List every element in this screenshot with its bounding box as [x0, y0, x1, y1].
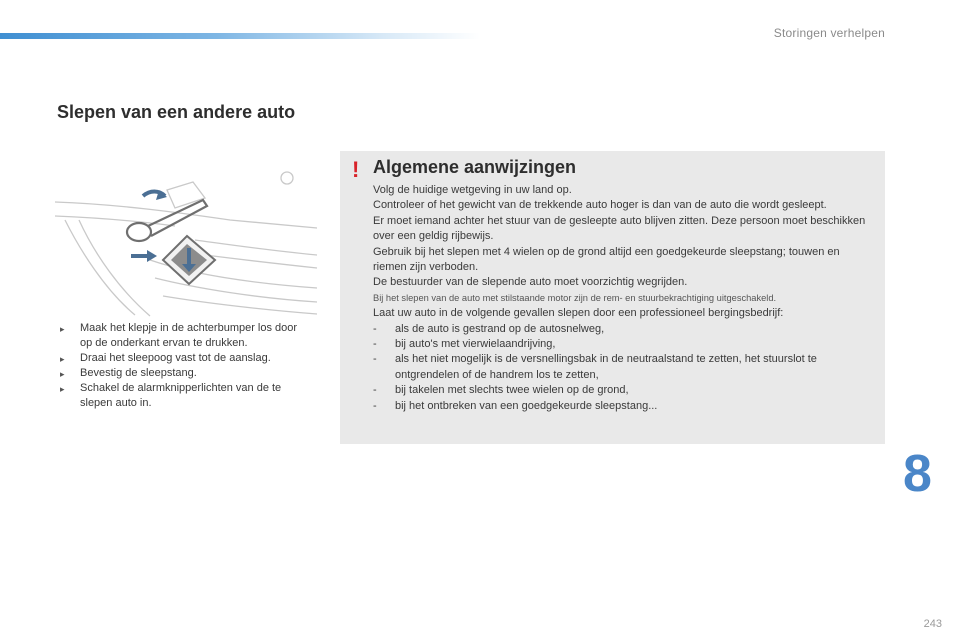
warning-paragraph: Er moet iemand achter het stuur van de gesleepte auto blijven zitten. Deze persoon moet beschikken over een geldig rijbewijs.: [373, 214, 866, 243]
step-text: Schakel de alarmknipperlichten van de te slepen auto in.: [80, 382, 282, 409]
list-item: [60, 321, 310, 351]
list-item: - bij auto's met vierwielaandrijving,: [373, 338, 556, 351]
step-text: Maak het klepje in de achterbumper los door op de onderkant ervan te drukken.: [80, 322, 298, 349]
warning-title: Algemene aanwijzingen: [373, 157, 577, 177]
arrow-bullet-icon: ▸: [60, 324, 65, 334]
warning-body: [373, 183, 873, 414]
list-item: - als de auto is gestrand op de autosnelweg,: [373, 322, 605, 335]
warning-box: [340, 151, 885, 444]
list-item: [60, 366, 310, 381]
list-item: [60, 381, 310, 411]
chapter-number: 8: [903, 445, 932, 503]
page-title: Slepen van een andere auto: [57, 102, 296, 122]
arrow-bullet-icon: ▸: [60, 369, 65, 379]
arrow-bullet-icon: ▸: [60, 384, 65, 394]
warning-paragraph: Controleer of het gewicht van de trekkende auto hoger is dan van de auto die wordt gesleept.: [373, 199, 827, 212]
warning-cases: [373, 322, 873, 414]
procedure-steps: [60, 321, 310, 411]
exclamation-icon: !: [352, 157, 360, 182]
list-item: - bij het ontbreken van een goedgekeurde sleepstang...: [373, 399, 658, 412]
step-text: Bevestig de sleepstang.: [80, 367, 197, 379]
page-number: 243: [923, 618, 942, 630]
warning-paragraph: Volg de huidige wetgeving in uw land op.: [373, 184, 572, 196]
list-item: - als het niet mogelijk is de versnellingsbak in de neutraalstand te zetten, het stuurslot te ontgrendelen of de handrem los te zetten,: [373, 353, 817, 381]
warning-intro: Laat uw auto in de volgende gevallen slepen door een professioneel bergingsbedrijf:: [373, 307, 784, 320]
warning-paragraph: De bestuurder van de slepende auto moet voorzichtig wegrijden.: [373, 276, 688, 289]
tow-eye-rear-bumper-icon: [55, 160, 320, 320]
section-label: Storingen verhelpen: [773, 26, 885, 40]
arrow-bullet-icon: ▸: [60, 354, 65, 364]
header-accent-bar: [0, 33, 480, 39]
step-text: Draai het sleepoog vast tot de aanslag.: [80, 352, 271, 364]
warning-small-note: Bij het slepen van de auto met stilstaande motor zijn de rem- en stuurbekrachtiging uitgeschakeld.: [373, 292, 777, 303]
list-item: - bij takelen met slechts twee wielen op de grond,: [373, 384, 629, 397]
list-item: [60, 351, 310, 366]
warning-paragraph: Gebruik bij het slepen met 4 wielen op de grond altijd een goedgekeurde sleepstang; touwen en riemen zijn verboden.: [373, 245, 840, 274]
